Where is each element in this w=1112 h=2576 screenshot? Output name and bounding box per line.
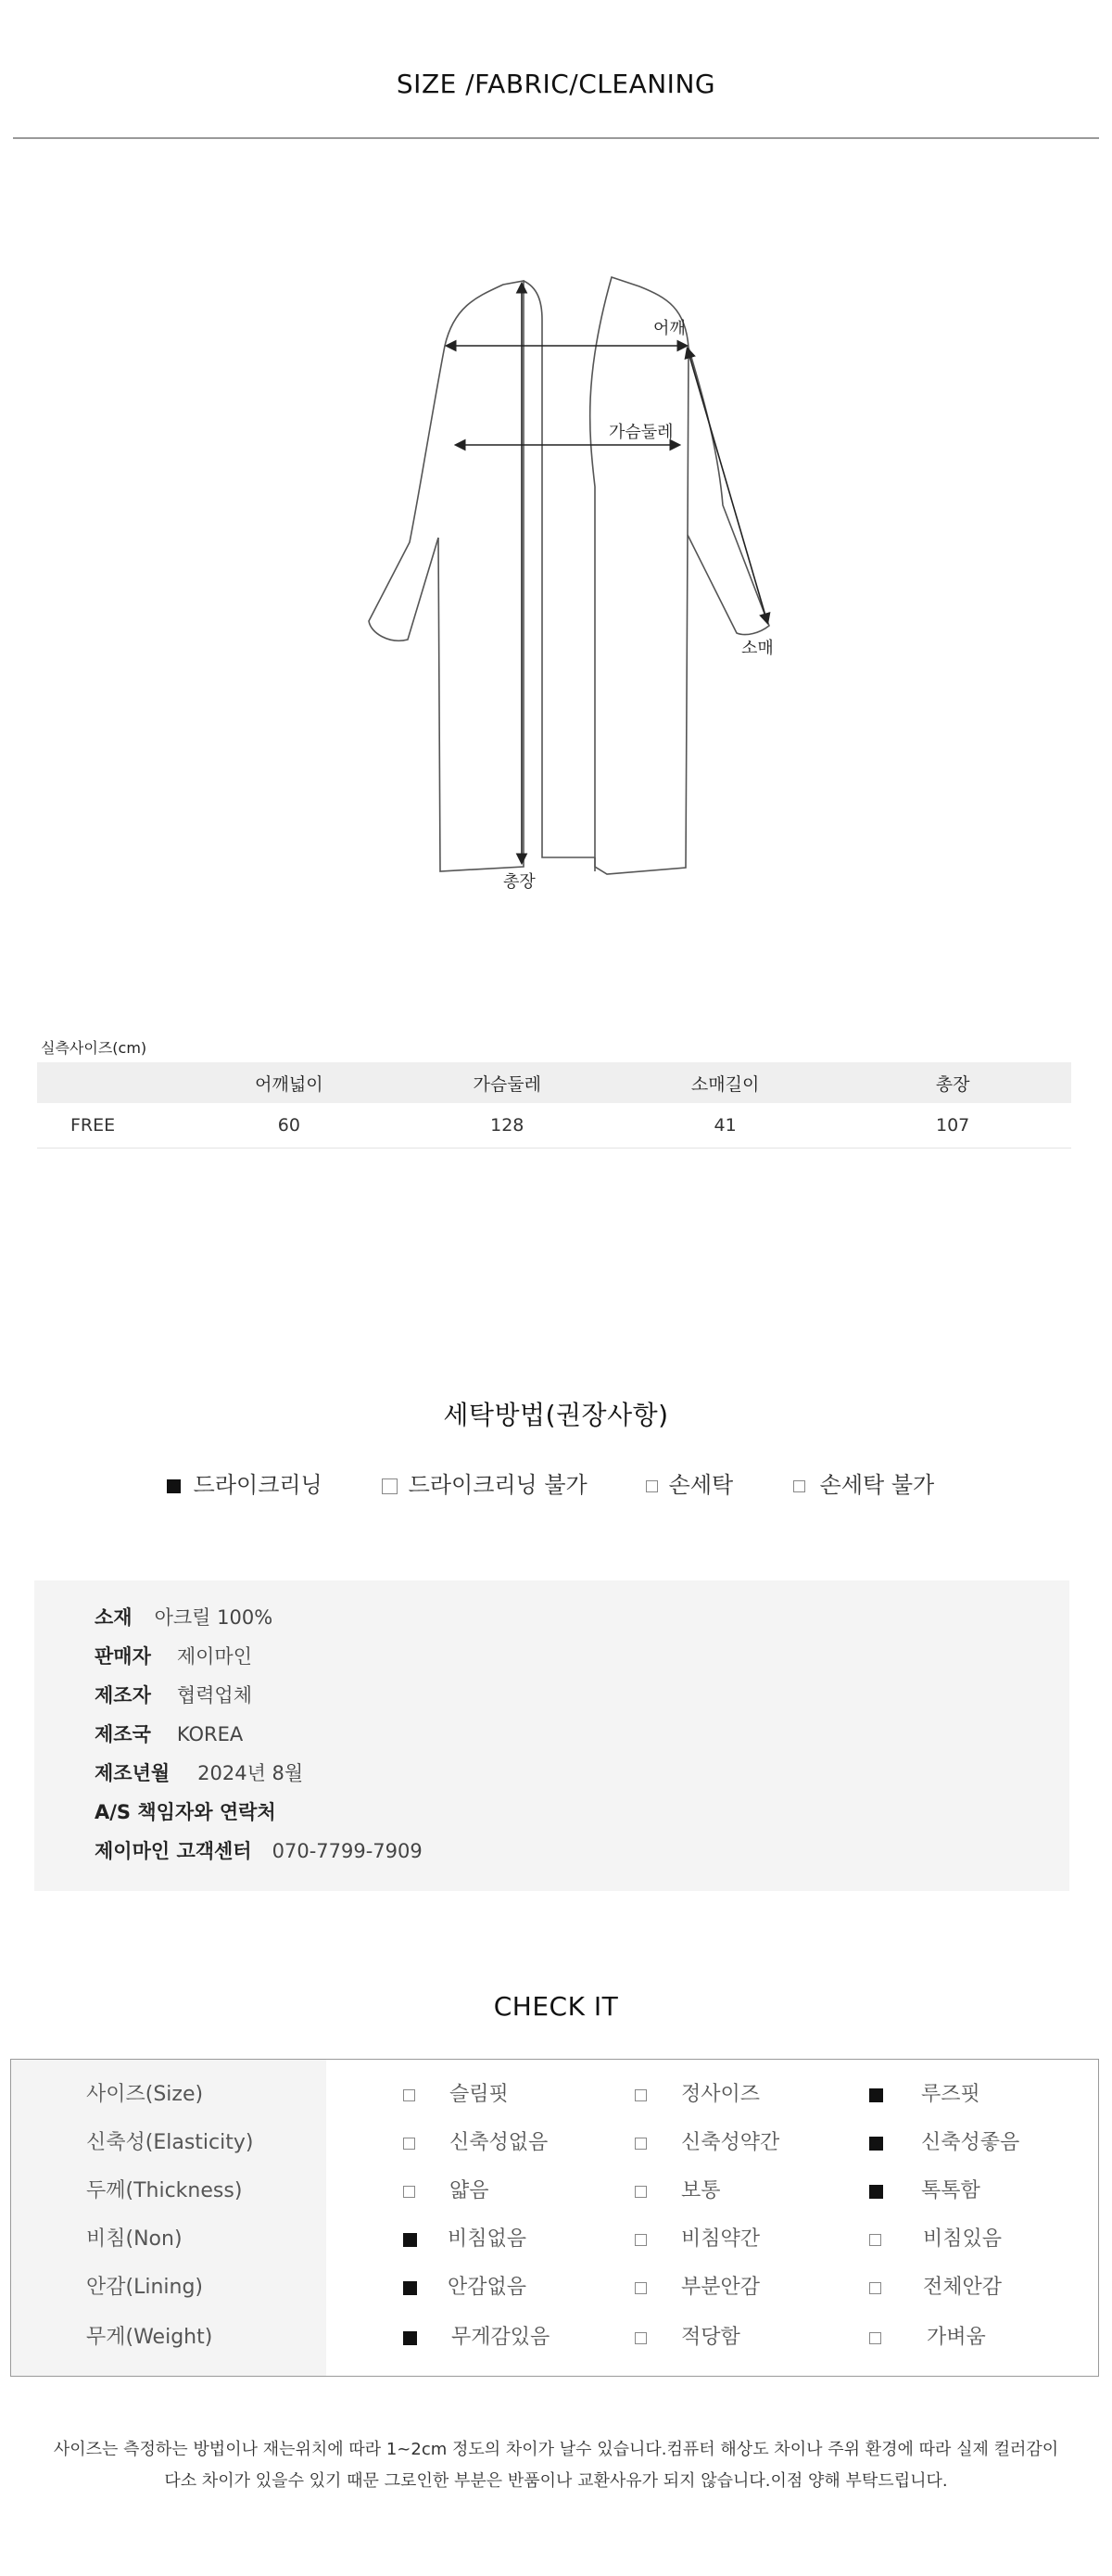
info-value: 2024년 8월 — [197, 1762, 304, 1784]
check-option: 비침약간 — [681, 2227, 761, 2251]
wash-option-no-dryclean — [382, 1466, 588, 1499]
check-option: 안감없음 — [448, 2276, 527, 2299]
size-table-header — [37, 1062, 1071, 1103]
check-row-label: 안감(Lining) — [86, 2276, 204, 2299]
table-cell: 41 — [616, 1103, 834, 1148]
section-title: SIZE /FABRIC/CLEANING — [396, 69, 716, 99]
check-option: 톡톡함 — [921, 2179, 980, 2202]
table-row — [37, 1103, 1071, 1148]
check-option: 가벼움 — [927, 2326, 986, 2349]
unchecked-box-icon — [635, 2186, 647, 2198]
size-table-header-cell: 소매길이 — [616, 1062, 834, 1103]
size-table-header-cell: 가슴둘레 — [398, 1062, 616, 1103]
check-row-label: 사이즈(Size) — [86, 2083, 204, 2106]
wash-option-no-handwash — [793, 1466, 934, 1499]
unchecked-box-icon — [635, 2282, 647, 2294]
size-color-notice — [0, 2434, 1112, 2497]
unchecked-box-icon — [869, 2332, 881, 2344]
check-option: 얇음 — [449, 2179, 489, 2202]
unchecked-box-icon — [793, 1480, 805, 1492]
check-option: 슬림핏 — [449, 2083, 509, 2106]
check-row-label: 비침(Non) — [86, 2227, 183, 2251]
info-key: 제이마인 고객센터 — [95, 1840, 252, 1862]
check-row-lining — [11, 2260, 1098, 2308]
check-it-title: CHECK IT — [493, 1991, 619, 2022]
checked-box-icon — [869, 2088, 883, 2102]
info-row-country — [95, 1719, 243, 1747]
wash-option-label: 손세탁 불가 — [819, 1472, 935, 1498]
chest-label: 가슴둘레 — [609, 423, 674, 442]
checked-box-icon — [403, 2281, 417, 2295]
check-option: 전체안감 — [923, 2276, 1003, 2299]
info-value: 제이마인 — [176, 1645, 253, 1668]
garment-size-diagram — [352, 264, 797, 913]
info-value: KOREA — [176, 1723, 244, 1745]
unchecked-box-icon — [869, 2282, 881, 2294]
unchecked-box-icon — [403, 2138, 415, 2150]
info-row-customer-center — [95, 1836, 423, 1864]
size-name-cell: FREE — [37, 1103, 180, 1148]
check-row-label: 신축성(Elasticity) — [86, 2131, 254, 2154]
unchecked-box-icon — [869, 2234, 881, 2246]
info-key: 제조국 — [95, 1723, 151, 1745]
info-key: 제조자 — [95, 1684, 151, 1707]
check-option: 신축성좋음 — [921, 2131, 1020, 2154]
sleeve-label: 소매 — [741, 639, 774, 658]
wash-option-dryclean — [167, 1466, 322, 1499]
unchecked-box-icon — [635, 2138, 647, 2150]
wash-option-label: 드라이크리닝 불가 — [408, 1472, 588, 1498]
unchecked-box-icon — [635, 2332, 647, 2344]
table-cell: 128 — [398, 1103, 616, 1148]
check-row-thickness — [11, 2164, 1098, 2212]
checked-box-icon — [403, 2331, 417, 2345]
unchecked-box-icon — [646, 1480, 658, 1492]
unchecked-box-icon — [635, 2234, 647, 2246]
info-row-seller — [95, 1642, 252, 1669]
unchecked-box-icon — [403, 2089, 415, 2101]
size-table-header-cell — [37, 1062, 180, 1103]
check-row-weight — [11, 2310, 1098, 2358]
check-option: 정사이즈 — [681, 2083, 761, 2106]
wash-option-label: 드라이크리닝 — [193, 1472, 322, 1498]
check-row-transparency — [11, 2212, 1098, 2260]
unchecked-box-icon — [382, 1478, 398, 1494]
notice-line: 사이즈는 측정하는 방법이나 재는위치에 따라 1~2cm 정도의 차이가 날수 있습니다.컴퓨터 해상도 차이나 주위 환경에 따라 실제 컬러감이 — [53, 2440, 1059, 2459]
check-option: 루즈핏 — [921, 2083, 980, 2106]
check-row-size — [11, 2067, 1098, 2115]
checked-box-icon — [869, 2137, 883, 2151]
check-option: 부분안감 — [681, 2276, 761, 2299]
check-row-label: 무게(Weight) — [86, 2326, 213, 2349]
info-row-as-contact — [95, 1797, 276, 1825]
check-option: 보통 — [681, 2179, 721, 2202]
info-value: 아크릴 100% — [154, 1606, 273, 1629]
table-cell: 107 — [834, 1103, 1071, 1148]
check-option: 무게감있음 — [451, 2326, 550, 2349]
info-key: A/S 책임자와 연락처 — [95, 1801, 276, 1823]
check-row-label: 두께(Thickness) — [86, 2179, 243, 2202]
info-key: 판매자 — [95, 1645, 151, 1668]
product-info-box — [34, 1580, 1069, 1891]
size-table-header-cell: 어깨넓이 — [180, 1062, 398, 1103]
check-option: 비침있음 — [923, 2227, 1003, 2251]
checked-box-icon — [167, 1479, 181, 1493]
check-option: 신축성없음 — [449, 2131, 549, 2154]
check-it-box — [10, 2059, 1099, 2377]
unchecked-box-icon — [403, 2186, 415, 2198]
header-divider — [13, 137, 1099, 139]
info-row-maker — [95, 1681, 252, 1708]
check-option: 비침없음 — [448, 2227, 527, 2251]
info-value: 070-7799-7909 — [272, 1840, 423, 1862]
coat-outline — [369, 277, 769, 874]
length-label: 총장 — [503, 872, 536, 892]
size-table-header-cell: 총장 — [834, 1062, 1071, 1103]
wash-option-handwash — [646, 1466, 733, 1499]
info-key: 소재 — [95, 1606, 133, 1629]
check-row-elasticity — [11, 2115, 1098, 2164]
check-option: 적당함 — [681, 2326, 740, 2349]
washing-title: 세탁방법(권장사항) — [443, 1400, 669, 1430]
size-table — [37, 1062, 1071, 1148]
table-cell: 60 — [180, 1103, 398, 1148]
shoulder-label: 어깨 — [653, 319, 686, 338]
notice-line: 다소 차이가 있을수 있기 때문 그로인한 부분은 반품이나 교환사유가 되지 않습니다.이점 양해 부탁드립니다. — [164, 2471, 948, 2491]
wash-option-label: 손세탁 — [668, 1472, 734, 1498]
info-row-date — [95, 1758, 303, 1786]
info-value: 협력업체 — [176, 1684, 253, 1707]
checked-box-icon — [403, 2233, 417, 2247]
size-table-caption: 실측사이즈(cm) — [41, 1039, 147, 1057]
check-option: 신축성약간 — [681, 2131, 780, 2154]
sleeve-arrow — [688, 349, 767, 622]
unchecked-box-icon — [635, 2089, 647, 2101]
info-row-material — [95, 1603, 272, 1631]
info-key: 제조년월 — [95, 1762, 171, 1784]
checked-box-icon — [869, 2185, 883, 2199]
